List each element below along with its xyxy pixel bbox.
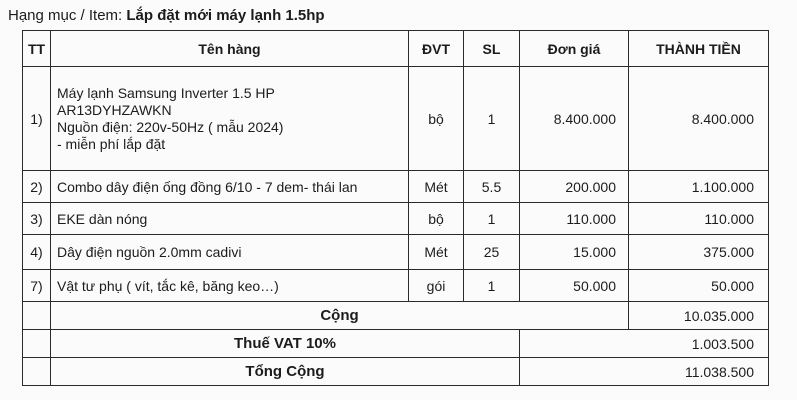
item-unit-price: 110.000 [520, 203, 629, 235]
item-heading-name: Lắp đặt mới máy lạnh 1.5hp [126, 7, 325, 24]
item-unit: Mét [409, 171, 464, 203]
subtotal-label: Cộng [51, 302, 629, 330]
grand-total-value: 11.038.500 [520, 358, 769, 386]
row-number: 4) [23, 235, 51, 270]
subtotal-blank-cell [23, 302, 51, 330]
column-header-total: THÀNH TIỀN [629, 31, 769, 67]
row-number: 2) [23, 171, 51, 203]
item-name [51, 67, 409, 171]
item-name-line: - miễn phí lắp đặt [57, 135, 166, 152]
grand-total-row [23, 358, 769, 386]
item-unit-price: 50.000 [520, 270, 629, 302]
item-name: EKE dàn nóng [51, 203, 409, 235]
vat-blank-cell [23, 330, 51, 358]
table-row [23, 203, 769, 235]
item-name: Vật tư phụ ( vít, tắc kê, băng keo…) [51, 270, 409, 302]
item-heading [8, 4, 325, 28]
subtotal-value: 10.035.000 [629, 302, 769, 330]
item-total: 1.100.000 [629, 171, 769, 203]
subtotal-row [23, 302, 769, 330]
table-header-row [23, 31, 769, 67]
item-qty: 1 [464, 270, 520, 302]
item-name-line: Nguồn điện: 220v-50Hz ( mẫu 2024) [57, 118, 284, 135]
item-qty: 5.5 [464, 171, 520, 203]
column-header-unit: ĐVT [409, 31, 464, 67]
table-row [23, 67, 769, 171]
grand-total-blank-cell [23, 358, 51, 386]
item-heading-prefix: Hạng mục / Item: [8, 7, 127, 24]
item-name-line: Máy lạnh Samsung Inverter 1.5 HP [57, 84, 275, 101]
vat-value: 1.003.500 [520, 330, 769, 358]
table-row [23, 171, 769, 203]
column-header-price: Đơn giá [520, 31, 629, 67]
item-name: Dây điện nguồn 2.0mm cadivi [51, 235, 409, 270]
item-unit: gói [409, 270, 464, 302]
row-number: 7) [23, 270, 51, 302]
table-row [23, 235, 769, 270]
column-header-name: Tên hàng [51, 31, 409, 67]
item-qty: 1 [464, 203, 520, 235]
item-unit: bộ [409, 203, 464, 235]
item-total: 110.000 [629, 203, 769, 235]
quotation-table [22, 30, 769, 386]
vat-label: Thuế VAT 10% [51, 330, 520, 358]
item-total: 8.400.000 [629, 67, 769, 171]
grand-total-label: Tổng Cộng [51, 358, 520, 386]
row-number: 3) [23, 203, 51, 235]
item-name: Combo dây điện ống đồng 6/10 - 7 dem- thái lan [51, 171, 409, 203]
column-header-qty: SL [464, 31, 520, 67]
item-unit-price: 200.000 [520, 171, 629, 203]
item-unit: Mét [409, 235, 464, 270]
item-qty: 1 [464, 67, 520, 171]
item-unit-price: 15.000 [520, 235, 629, 270]
column-header-tt: TT [23, 31, 51, 67]
item-name-line: AR13DYHZAWKN [57, 101, 172, 118]
item-total: 50.000 [629, 270, 769, 302]
item-total: 375.000 [629, 235, 769, 270]
vat-row [23, 330, 769, 358]
table-row [23, 270, 769, 302]
item-qty: 25 [464, 235, 520, 270]
item-unit: bộ [409, 67, 464, 171]
item-unit-price: 8.400.000 [520, 67, 629, 171]
row-number: 1) [23, 67, 51, 171]
